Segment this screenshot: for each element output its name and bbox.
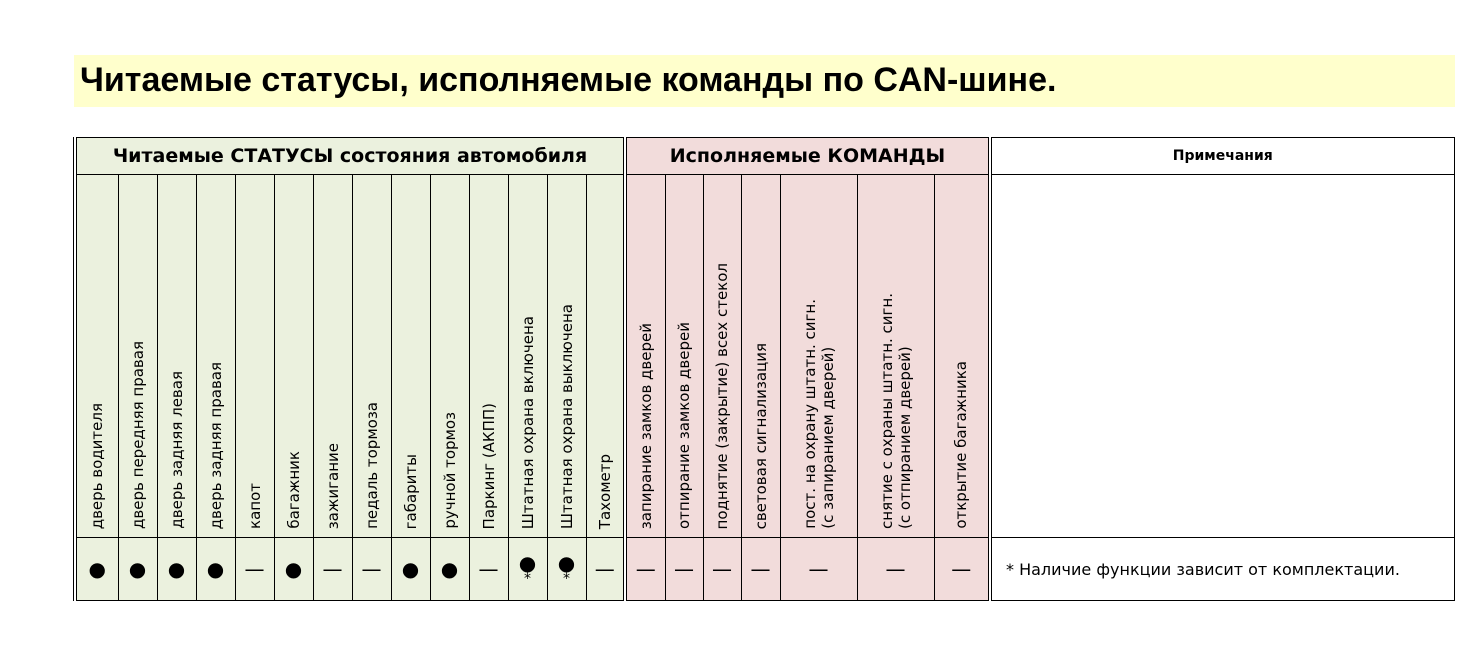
command-col-label: пост. на охрану штатн. сигн. (с запиранием дверей) [780, 175, 857, 538]
command-col-label: поднятие (закрытие) всех стекол [703, 175, 741, 538]
status-mark: ● * [508, 538, 547, 601]
can-bus-table [73, 137, 1455, 601]
status-col-label: дверь водителя [75, 175, 118, 538]
status-col-label: Штатная охрана выключена [547, 175, 586, 538]
status-mark: — [586, 538, 625, 601]
page-title: Читаемые статусы, исполняемые команды по CAN-шине. [80, 61, 1057, 99]
command-mark: — [703, 538, 741, 601]
command-mark: — [780, 538, 857, 601]
command-col-label: отпирание замков дверей [665, 175, 703, 538]
command-mark: — [625, 538, 665, 601]
status-mark: — [469, 538, 508, 601]
status-mark: ● [157, 538, 196, 601]
command-mark: — [741, 538, 780, 601]
command-col-label: снятие с охраны штатн. сигн. (с отпиранием дверей) [857, 175, 934, 538]
command-mark: — [934, 538, 990, 601]
header-row [75, 138, 1454, 175]
labels-row [75, 175, 1454, 538]
notes-header: Примечания [990, 138, 1454, 175]
command-col-label: открытие багажника [934, 175, 990, 538]
status-col-label: ручной тормоз [430, 175, 469, 538]
status-col-label: педаль тормоза [352, 175, 391, 538]
status-mark: ● [391, 538, 430, 601]
status-col-label: зажигание [313, 175, 352, 538]
status-col-label: Паркинг (АКПП) [469, 175, 508, 538]
status-col-label: дверь задняя правая [196, 175, 235, 538]
title-banner [74, 55, 1455, 107]
status-mark: — [235, 538, 274, 601]
status-mark: — [313, 538, 352, 601]
status-col-label: габариты [391, 175, 430, 538]
command-col-label: световая сигнализация [741, 175, 780, 538]
command-col-label: запирание замков дверей [625, 175, 665, 538]
status-col-label: Тахометр [586, 175, 625, 538]
status-col-label: капот [235, 175, 274, 538]
footnote: * Наличие функции зависит от комплектации. [990, 538, 1454, 601]
status-mark: ● [274, 538, 313, 601]
notes-body [990, 175, 1454, 538]
command-header: Исполняемые КОМАНДЫ [625, 138, 990, 175]
status-mark: ● [430, 538, 469, 601]
status-mark: ● * [547, 538, 586, 601]
status-mark: ● [75, 538, 118, 601]
values-row [75, 538, 1454, 601]
status-col-label: Штатная охрана включена [508, 175, 547, 538]
status-mark: — [352, 538, 391, 601]
status-mark: ● [118, 538, 157, 601]
status-header: Читаемые СТАТУСЫ состояния автомобиля [75, 138, 625, 175]
status-col-label: багажник [274, 175, 313, 538]
command-mark: — [665, 538, 703, 601]
status-col-label: дверь передняя правая [118, 175, 157, 538]
status-mark: ● [196, 538, 235, 601]
status-col-label: дверь задняя левая [157, 175, 196, 538]
command-mark: — [857, 538, 934, 601]
